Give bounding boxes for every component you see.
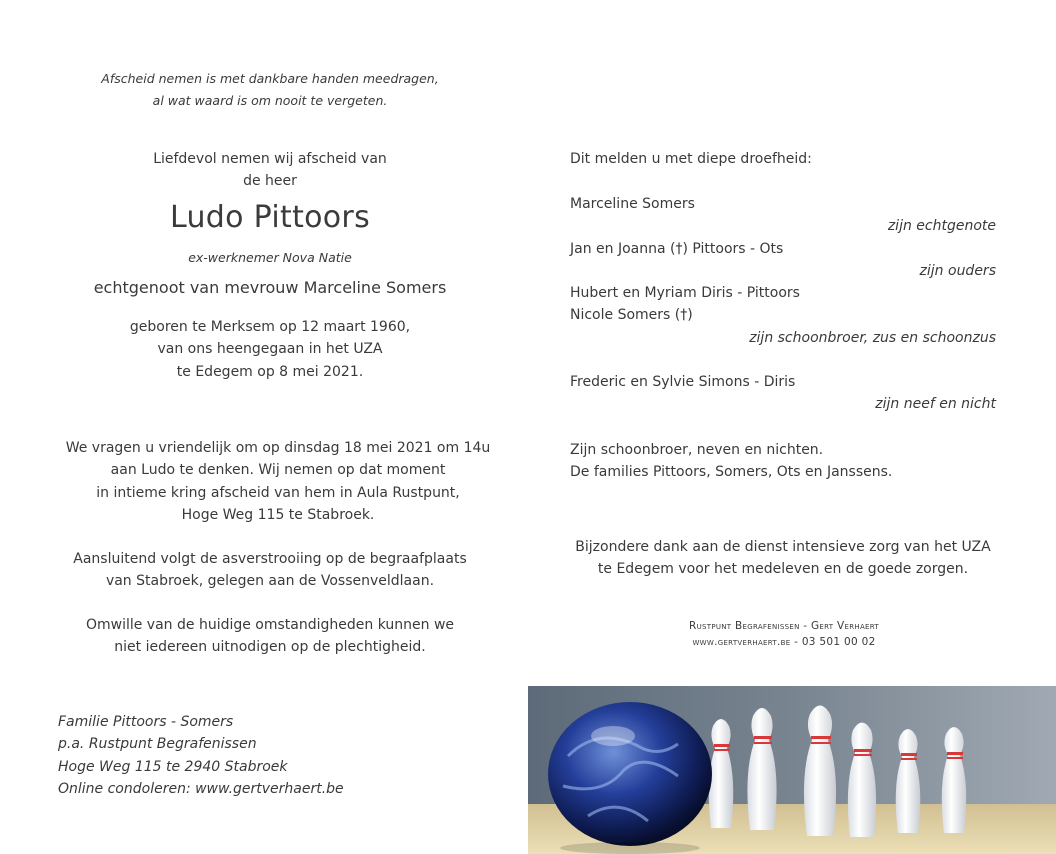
birth-line: geboren te Merksem op 12 maart 1960, — [129, 319, 411, 335]
address-line: Hoge Weg 115 te 2940 Stabroek — [58, 758, 288, 775]
ashes-info — [40, 548, 500, 593]
thanks-line: Bijzondere dank aan de dienst intensieve zorg van het UZA — [575, 539, 991, 555]
family-inlaws: Hubert en Myriam Diris - Pittoors — [570, 285, 800, 302]
birth-line: van ons heengegaan in het UZA — [157, 341, 383, 358]
deceased-name: Ludo Pittoors — [170, 200, 370, 235]
spacer — [570, 349, 996, 371]
thanks-line: te Edegem voor het medeleven en de goede zorgen. — [597, 561, 969, 578]
birth-info — [40, 316, 500, 383]
bowling-photo — [528, 686, 1056, 854]
circumstances-line: Omwille van de huidige omstandigheden kunnen we — [85, 617, 455, 633]
ceremony-line: We vragen u vriendelijk om op dinsdag 18 mei 2021 om 14u — [65, 440, 491, 456]
circumstances-info — [40, 614, 500, 659]
address-line: p.a. Rustpunt Begrafenissen — [58, 736, 257, 753]
family-role: zijn ouders — [919, 262, 996, 279]
job-title: ex-werknemer Nova Natie — [188, 250, 352, 265]
announcement: Dit melden u met diepe droefheid: — [570, 151, 812, 167]
family-list — [570, 193, 996, 416]
ashes-line: van Stabroek, gelegen aan de Vossenveldlaan. — [105, 573, 435, 590]
family-nephew: Frederic en Sylvie Simons - Diris — [570, 374, 796, 391]
birth-line: te Edegem op 8 mei 2021. — [176, 363, 364, 380]
ceremony-info — [38, 437, 518, 526]
address-line: Familie Pittoors - Somers — [58, 714, 234, 730]
ashes-line: Aansluitend volgt de asverstrooiing op de begraafplaats — [73, 551, 467, 567]
poem-line: Afscheid nemen is met dankbare handen meedragen, — [101, 71, 439, 86]
intro-line: de heer — [243, 173, 297, 190]
family-spouse: Marceline Somers — [570, 196, 695, 212]
ceremony-line: in intieme kring afscheid van hem in Aula Rustpunt, — [96, 484, 460, 501]
thanks-note — [560, 536, 1006, 581]
family-parents: Jan en Joanna (†) Pittoors - Ots — [570, 240, 784, 257]
family-inlaws: Nicole Somers (†) — [570, 307, 693, 324]
family-role: zijn echtgenote — [887, 218, 996, 235]
other-relatives — [570, 439, 996, 484]
family-address — [58, 711, 478, 800]
address-line: Online condoleren: www.gertverhaert.be — [58, 780, 344, 797]
poem — [40, 68, 500, 113]
intro-line: Liefdevol nemen wij afscheid van — [153, 151, 387, 167]
undertaker-info — [610, 618, 958, 650]
family-role: zijn schoonbroer, zus en schoonzus — [749, 329, 996, 346]
poem-line: al wat waard is om nooit te vergeten. — [152, 93, 388, 109]
relatives-line: Zijn schoonbroer, neven en nichten. — [570, 442, 824, 458]
undertaker-name: Rustpunt Begrafenissen - Gert Verhaert — [688, 620, 879, 632]
relatives-line: De families Pittoors, Somers, Ots en Janssens. — [570, 464, 893, 481]
undertaker-contact: www.gertverhaert.be - 03 501 00 02 — [692, 636, 876, 648]
circumstances-line: niet iedereen uitnodigen op de plechtigheid. — [114, 639, 426, 656]
spouse-line: echtgenoot van mevrouw Marceline Somers — [93, 278, 447, 297]
family-role: zijn neef en nicht — [875, 396, 996, 413]
ceremony-line: Hoge Weg 115 te Stabroek. — [181, 506, 375, 523]
intro — [40, 148, 500, 193]
ceremony-line: aan Ludo te denken. Wij nemen op dat moment — [110, 462, 446, 479]
